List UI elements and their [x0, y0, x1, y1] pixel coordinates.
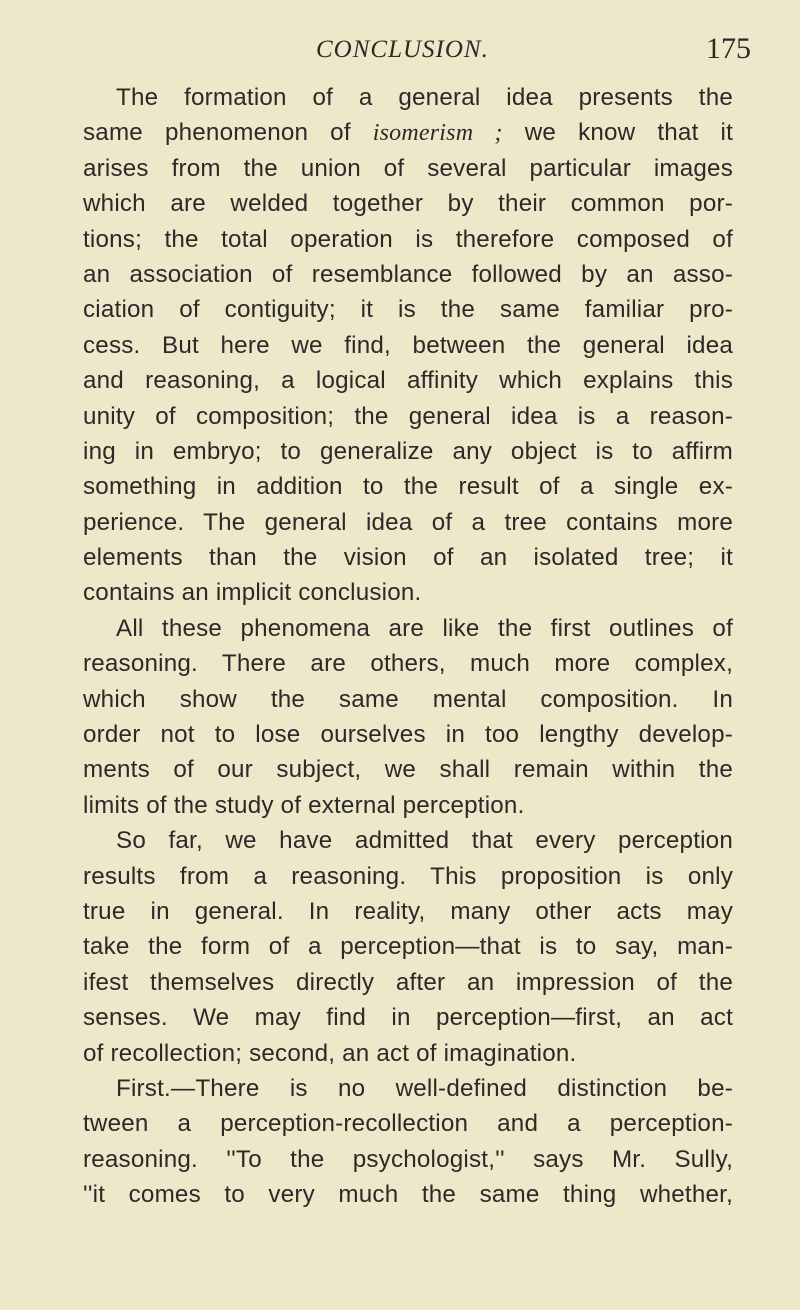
text-line: tween a perception-recollection and a perception-: [83, 1110, 733, 1138]
text-line: which show the same mental composition. In: [83, 685, 733, 713]
text-line: contains an implicit conclusion.: [83, 579, 422, 607]
running-head: CONCLUSION.: [316, 36, 489, 63]
text-line: true in general. In reality, many other acts may: [83, 897, 733, 925]
text-line: unity of composition; the general idea is a reason-: [83, 402, 733, 430]
text-line: elements than the vision of an isolated tree; it: [83, 544, 733, 572]
text-line: of recollection; second, an act of imagination.: [83, 1039, 577, 1067]
text-line: take the form of a perception—that is to say, man-: [83, 933, 733, 961]
text-line: So far, we have admitted that every perception: [116, 827, 733, 855]
text-line: arises from the union of several particular images: [83, 154, 733, 182]
text-line: and reasoning, a logical affinity which explains this: [83, 367, 733, 395]
text-line: which are welded together by their common por-: [83, 190, 733, 218]
text-line: The formation of a general idea presents the: [116, 84, 733, 111]
page-header: [0, 32, 800, 72]
italic-term: isomerism ;: [372, 120, 503, 147]
text-line: ciation of contiguity; it is the same familiar pro-: [83, 296, 733, 324]
text-line: All these phenomena are like the first outlines of: [116, 614, 733, 642]
text-line: ifest themselves directly after an impression of the: [83, 968, 733, 996]
text-line: perience. The general idea of a tree contains more: [83, 508, 733, 536]
text-line: reasoning. There are others, much more complex,: [83, 650, 733, 678]
text-line: cess. But here we find, between the general idea: [83, 331, 733, 359]
text-line: First.—There is no well-defined distinction be-: [116, 1074, 733, 1102]
text-line: something in addition to the result of a single ex-: [83, 473, 733, 501]
text-line: ''it comes to very much the same thing whether,: [83, 1181, 733, 1209]
text-line: order not to lose ourselves in too lengthy develop-: [83, 721, 733, 749]
text-line: reasoning. ''To the psychologist,'' says Mr. Sully,: [83, 1145, 733, 1173]
text-line: senses. We may find in perception—first, an act: [83, 1004, 733, 1032]
text-line: ing in embryo; to generalize any object is to affirm: [83, 437, 733, 465]
text-line: results from a reasoning. This proposition is only: [83, 862, 733, 890]
text-line: limits of the study of external perception.: [83, 791, 525, 819]
text-line: ments of our subject, we shall remain within the: [83, 756, 733, 784]
text-line: tions; the total operation is therefore composed of: [83, 225, 733, 253]
text-line: an association of resemblance followed by an asso-: [83, 260, 733, 288]
body-text: [83, 80, 733, 1213]
text-line: same phenomenon of isomerism ; we know that it: [83, 119, 733, 147]
page-number: 175: [706, 32, 751, 65]
